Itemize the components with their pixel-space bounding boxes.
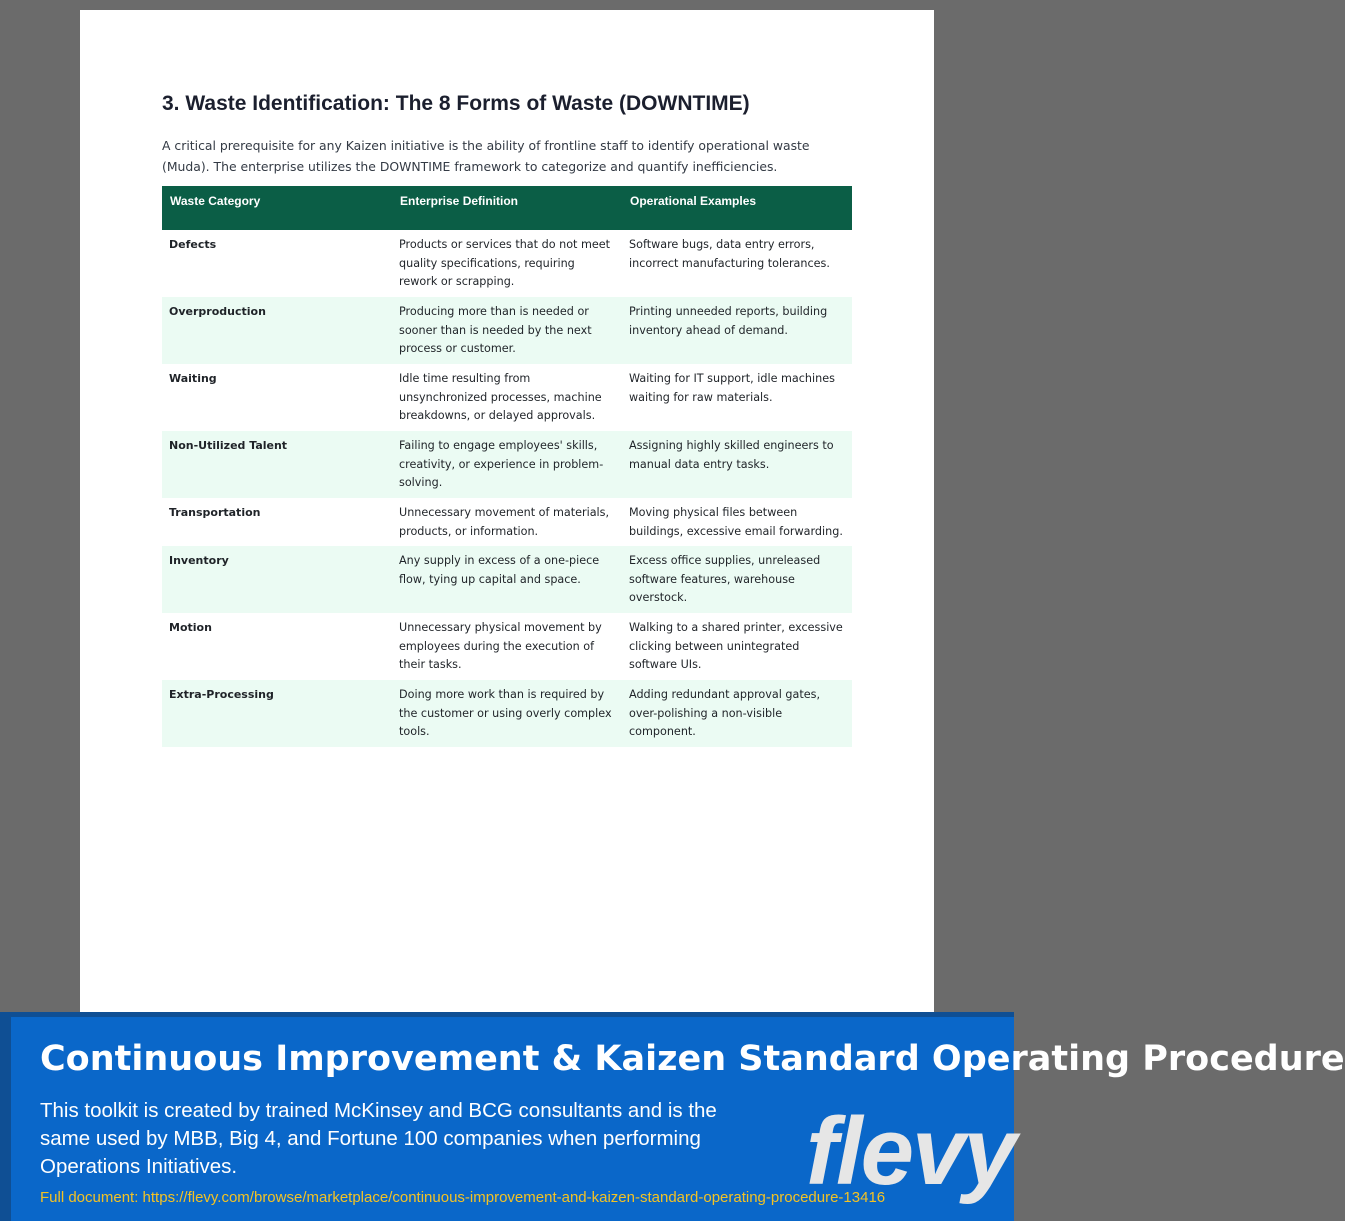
banner-description: This toolkit is created by trained McKinsey and BCG consultants and is the same used by MBB, Big 4, and Fortune 100 companies when performing Operations Initiatives. [40, 1099, 717, 1178]
column-header-category: Waste Category [162, 186, 392, 230]
waste-category-cell: Extra-Processing [162, 680, 392, 747]
waste-category-cell: Overproduction [162, 297, 392, 364]
waste-category-cell: Transportation [169, 506, 261, 519]
full-document-link[interactable] [40, 1189, 885, 1206]
definition-cell: Any supply in excess of a one-piece flow, tying up capital and space. [392, 546, 622, 613]
waste-category-cell: Defects [169, 238, 217, 251]
examples-cell: Waiting for IT support, idle machines waiting for raw materials. [629, 372, 835, 404]
waste-category-cell: Waiting [169, 372, 217, 385]
waste-category-cell: Non-Utilized Talent [162, 431, 392, 498]
examples-cell: Excess office supplies, unreleased software features, warehouse overstock. [622, 546, 852, 613]
table-row [162, 498, 852, 546]
definition-cell: Unnecessary movement of materials, products, or information. [399, 506, 610, 538]
table-row [162, 297, 852, 364]
section-heading: 3. Waste Identification: The 8 Forms of Waste (DOWNTIME) [162, 92, 750, 115]
table-row [162, 680, 852, 747]
waste-table [162, 186, 852, 747]
banner-title: Continuous Improvement & Kaizen Standard Operating Procedure [40, 1039, 1345, 1079]
examples-cell: Adding redundant approval gates, over-polishing a non-visible component. [622, 680, 852, 747]
column-header-examples: Operational Examples [622, 186, 852, 230]
table-row [162, 230, 852, 297]
definition-cell: Producing more than is needed or sooner than is needed by the next process or customer. [392, 297, 622, 364]
link-label: Full document: [40, 1189, 143, 1206]
examples-cell: Software bugs, data entry errors, incorrect manufacturing tolerances. [629, 238, 830, 270]
definition-cell: Doing more work than is required by the customer or using overly complex tools. [392, 680, 622, 747]
definition-cell: Failing to engage employees' skills, creativity, or experience in problem-solving. [392, 431, 622, 498]
examples-cell: Assigning highly skilled engineers to manual data entry tasks. [622, 431, 852, 498]
waste-category-cell: Motion [169, 621, 212, 635]
waste-category-cell: Inventory [162, 546, 392, 613]
table-row [162, 546, 852, 613]
promo-banner-panel [11, 1017, 1345, 1221]
document-page [80, 10, 934, 1014]
definition-cell: Products or services that do not meet quality specifications, requiring rework or scrapping. [399, 238, 611, 289]
promo-banner [0, 1012, 1345, 1221]
examples-cell: Moving physical files between buildings, excessive email forwarding. [629, 506, 843, 538]
table-row [162, 431, 852, 498]
link-url[interactable]: https://flevy.com/browse/marketplace/continuous-improvement-and-kaizen-standard-operating-procedure-13416 [142, 1189, 886, 1206]
table-row [162, 364, 852, 431]
examples-cell: Printing unneeded reports, building inventory ahead of demand. [622, 297, 852, 364]
table-row [162, 613, 852, 680]
table-header-row [162, 186, 852, 230]
column-header-definition: Enterprise Definition [392, 186, 622, 230]
flevy-logo: flevy [806, 1098, 1015, 1205]
definition-cell: Idle time resulting from unsynchronized processes, machine breakdowns, or delayed approvals. [399, 372, 602, 423]
definition-cell: Unnecessary physical movement by employees during the execution of their tasks. [399, 621, 602, 672]
examples-cell: Walking to a shared printer, excessive clicking between unintegrated software UIs. [629, 621, 843, 672]
intro-paragraph: A critical prerequisite for any Kaizen initiative is the ability of frontline staff to identify operational waste (Muda). The enterprise utilizes the DOWNTIME framework to categorize and quantify inefficiencies. [162, 138, 810, 174]
